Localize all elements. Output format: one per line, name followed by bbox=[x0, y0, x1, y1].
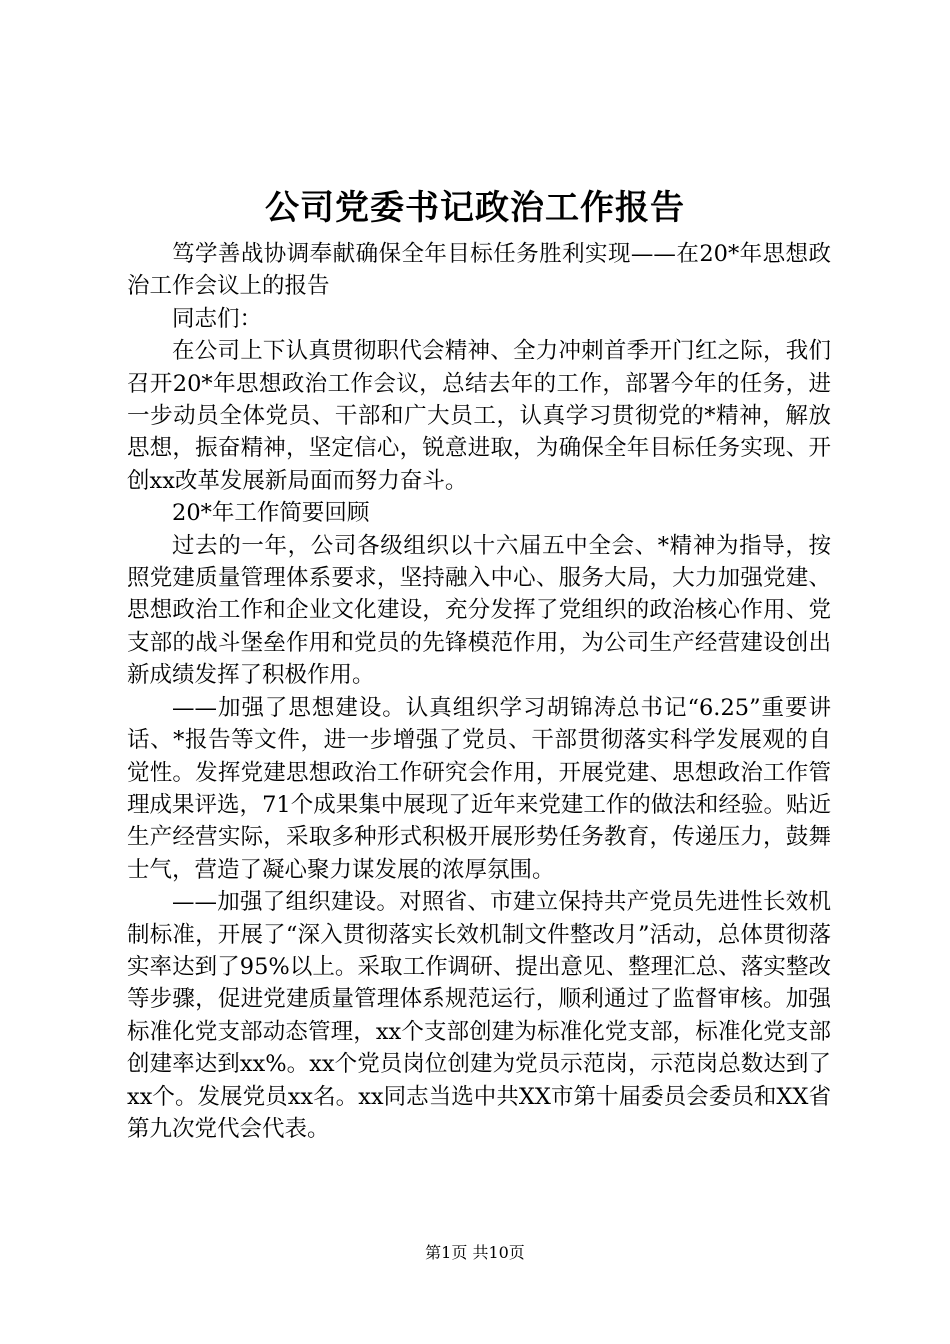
section-heading: 20*年工作简要回顾 bbox=[172, 500, 370, 527]
body-paragraph: ——加强了组织建设。对照省、市建立保持共产党员先进性长效机制标准，开展了“深入贯彻落实长效机制文件整改月”活动，总体贯彻落实率达到了95%以上。采取工作调研、提出意见、整理汇总、落实整改等步骤，促进党建质量管理体系规范运行，顺利通过了监督审核。加强标准化党支部动态管理，xx个支部创建为标准化党支部，标准化党支部创建率达到xx%。xx个党员岗位创建为党员示范岗，示范岗总数达到了xx个。发展党员xx名。xx同志当选中共XX市第十届委员会委员和XX省第九次党代会代表。 bbox=[127, 889, 831, 1142]
document-title: 公司党委书记政治工作报告 bbox=[265, 188, 685, 228]
page-number-footer: 第1页 共10页 bbox=[425, 1243, 525, 1262]
report-subtitle: 笃学善战协调奉献确保全年目标任务胜利实现——在20*年思想政治工作会议上的报告 bbox=[127, 241, 831, 300]
body-paragraph: 过去的一年，公司各级组织以十六届五中全会、*精神为指导，按照党建质量管理体系要求，坚持融入中心、服务大局，大力加强党建、思想政治工作和企业文化建设，充分发挥了党组织的政治核心作用、党支部的战斗堡垒作用和党员的先锋模范作用，为公司生产经营建设创出新成绩发挥了积极作用。 bbox=[127, 532, 831, 689]
body-paragraph: ——加强了思想建设。认真组织学习胡锦涛总书记“6.25”重要讲话、*报告等文件，进一步增强了党员、干部贯彻落实科学发展观的自觉性。发挥党建思想政治工作研究会作用，开展党建、思想政治工作管理成果评选，71个成果集中展现了近年来党建工作的做法和经验。贴近生产经营实际，采取多种形式积极开展形势任务教育，传递压力，鼓舞士气，营造了凝心聚力谋发展的浓厚氛围。 bbox=[127, 694, 831, 883]
body-paragraph: 在公司上下认真贯彻职代会精神、全力冲刺首季开门红之际，我们召开20*年思想政治工作会议，总结去年的工作，部署今年的任务，进一步动员全体党员、干部和广大员工，认真学习贯彻党的*精神，解放思想，振奋精神，坚定信心，锐意进取，为确保全年目标任务实现、开创xx改革发展新局面而努力奋斗。 bbox=[127, 338, 831, 494]
salutation: 同志们： bbox=[172, 305, 263, 332]
document-body bbox=[127, 238, 831, 1145]
